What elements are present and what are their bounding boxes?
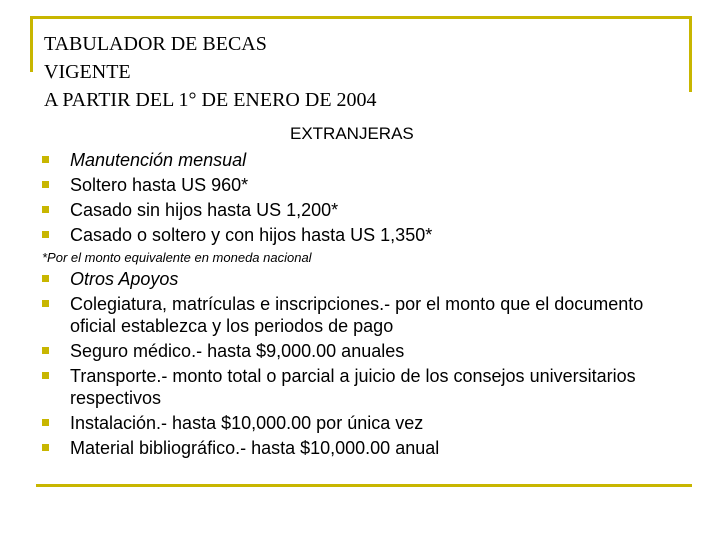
- list-item: [40, 224, 432, 246]
- frame-left-line: [30, 16, 33, 72]
- square-bullet-icon: [42, 419, 49, 426]
- list-item-text: Instalación.- hasta $10,000.00 por única vez: [70, 413, 424, 433]
- footnote: *Por el monto equivalente en moneda nacional: [42, 250, 312, 265]
- list-item-text: Casado sin hijos hasta US 1,200*: [70, 200, 339, 220]
- title-line-2: VIGENTE: [44, 61, 131, 83]
- square-bullet-icon: [42, 300, 49, 307]
- square-bullet-icon: [42, 231, 49, 238]
- square-bullet-icon: [42, 444, 49, 451]
- list-item: [40, 174, 432, 196]
- list-item: [40, 149, 432, 171]
- title-line-1: TABULADOR DE BECAS: [44, 33, 267, 55]
- stipend-list: [40, 149, 432, 249]
- section-heading: EXTRANJERAS: [290, 124, 414, 143]
- square-bullet-icon: [42, 275, 49, 282]
- square-bullet-icon: [42, 156, 49, 163]
- other-support-list: [40, 268, 670, 462]
- list-item: [40, 412, 670, 434]
- square-bullet-icon: [42, 181, 49, 188]
- slide-title: [44, 30, 377, 114]
- square-bullet-icon: [42, 372, 49, 379]
- list-item-text: Casado o soltero y con hijos hasta US 1,350*: [70, 225, 433, 245]
- list-item-text: Material bibliográfico.- hasta $10,000.00 anual: [70, 438, 440, 458]
- frame-right-line: [689, 16, 692, 92]
- list-item: [40, 340, 670, 362]
- list-item-text: Colegiatura, matrículas e inscripciones.- por el monto que el documento oficial establezca y los periodos de pago: [70, 294, 644, 336]
- square-bullet-icon: [42, 206, 49, 213]
- list-item-text: Manutención mensual: [70, 150, 247, 170]
- list-item-text: Seguro médico.- hasta $9,000.00 anuales: [70, 341, 405, 361]
- list-item: [40, 199, 432, 221]
- title-line-3: A PARTIR DEL 1° DE ENERO DE 2004: [44, 89, 377, 111]
- list-item: [40, 293, 670, 337]
- list-item: [40, 437, 670, 459]
- frame-top-line: [30, 16, 692, 19]
- square-bullet-icon: [42, 347, 49, 354]
- list-item-text: Otros Apoyos: [70, 269, 179, 289]
- list-item: [40, 365, 670, 409]
- list-item-text: Transporte.- monto total o parcial a juicio de los consejos universitarios respectivos: [70, 366, 636, 408]
- list-item: [40, 268, 670, 290]
- list-item-text: Soltero hasta US 960*: [70, 175, 249, 195]
- frame-bottom-line: [36, 484, 692, 487]
